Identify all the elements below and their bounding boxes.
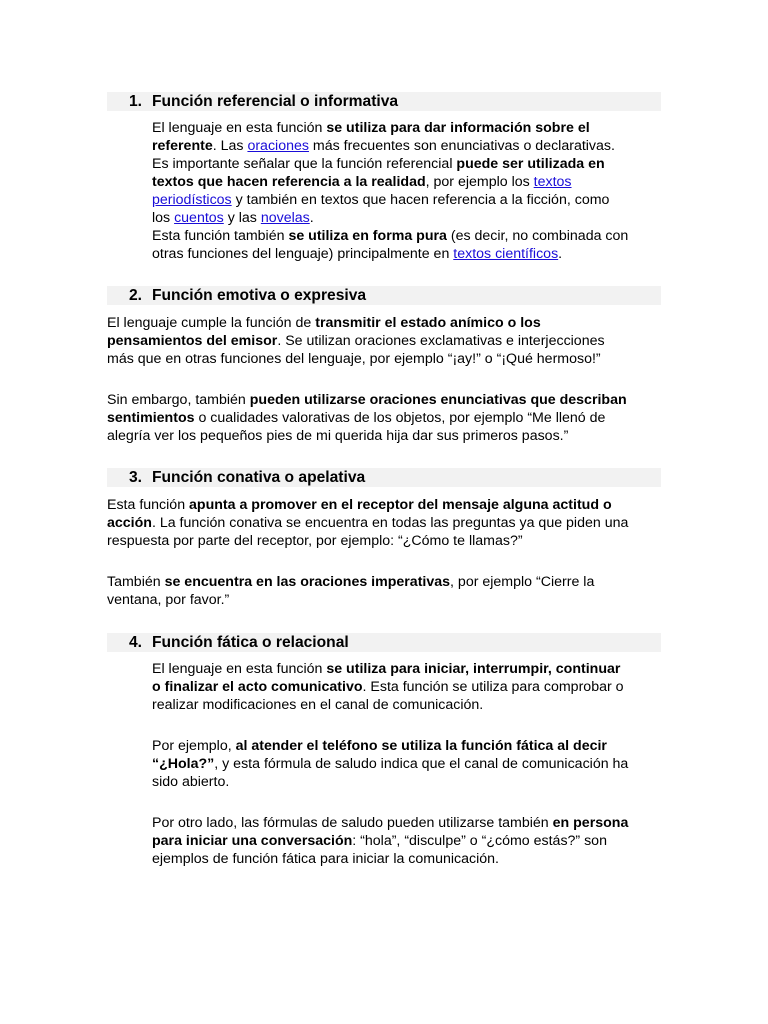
section-number: 4.	[129, 634, 143, 651]
text-line	[107, 409, 605, 427]
text-span: . Las	[212, 138, 248, 154]
text-line	[107, 350, 601, 368]
text-span: (es decir, no combinada con	[446, 228, 629, 244]
text-line	[107, 496, 612, 514]
text-span: Por ejemplo,	[152, 738, 236, 754]
text-line	[152, 209, 314, 227]
bold-span: al atender el teléfono se utiliza la función fática al decir	[235, 738, 607, 754]
text-span: alegría ver los pequeños pies de mi querida hija dar sus primeros pasos.”	[107, 428, 569, 444]
section-2-heading	[107, 286, 661, 305]
link-oraciones[interactable]: oraciones	[247, 138, 309, 154]
text-line	[152, 173, 572, 191]
bold-span: pueden utilizarse oraciones enunciativas que describan	[249, 392, 627, 408]
bold-span: acción	[107, 515, 152, 531]
text-line	[107, 427, 568, 445]
section-title: Función emotiva o expresiva	[152, 287, 367, 304]
section-title: Función referencial o informativa	[152, 93, 399, 110]
text-span: .	[558, 246, 563, 262]
bold-span: pensamientos del emisor	[107, 333, 278, 349]
link-novelas[interactable]: novelas	[260, 210, 310, 226]
text-line	[152, 660, 620, 678]
text-line	[107, 314, 541, 332]
text-span: Es importante señalar que la función referencial	[152, 156, 457, 172]
bold-span: se utiliza para iniciar, interrumpir, continuar	[326, 661, 621, 677]
text-line	[107, 532, 523, 550]
text-span: y las	[223, 210, 261, 226]
text-span: y también en textos que hacen referencia a la ficción, como	[231, 192, 610, 208]
text-span: , por ejemplo los	[425, 174, 534, 190]
text-line	[152, 227, 628, 245]
text-line	[152, 814, 628, 832]
link-textos-periodisticos[interactable]: textos	[533, 174, 572, 190]
text-span: . Se utilizan oraciones exclamativas e interjecciones	[277, 333, 605, 349]
text-line	[152, 155, 605, 173]
text-line	[152, 678, 624, 696]
text-line	[152, 737, 607, 755]
text-span: sido abierto.	[152, 774, 230, 790]
text-span: . La función conativa se encuentra en todas las preguntas ya que piden una	[151, 515, 629, 531]
text-line	[152, 832, 607, 850]
text-span: o cualidades valorativas de los objetos, por ejemplo “Me llenó de	[194, 410, 606, 426]
text-span: otras funciones del lenguaje) principalmente en	[152, 246, 454, 262]
text-line	[152, 137, 615, 155]
bold-span: “¿Hola?”	[152, 756, 215, 772]
text-span: El lenguaje en esta función	[152, 661, 327, 677]
text-line	[152, 191, 609, 209]
text-span: Esta función también	[152, 228, 289, 244]
text-span: El lenguaje cumple la función de	[107, 315, 316, 331]
text-line	[152, 850, 499, 868]
bold-span: o finalizar el acto comunicativo	[152, 679, 363, 695]
text-span: El lenguaje en esta función	[152, 120, 327, 136]
text-span: . Esta función se utiliza para comprobar o	[362, 679, 624, 695]
link-textos-periodisticos[interactable]: periodísticos	[152, 192, 232, 208]
text-span: .	[309, 210, 314, 226]
text-span: ventana, por favor.”	[107, 592, 230, 608]
section-number: 3.	[129, 469, 143, 486]
text-line	[152, 773, 229, 791]
section-number: 1.	[129, 93, 143, 110]
section-4-heading	[107, 633, 661, 652]
text-span: más que en otras funciones del lenguaje, por ejemplo “¡ay!” o “¡Qué hermoso!”	[107, 351, 601, 367]
bold-span: referente	[152, 138, 213, 154]
text-line	[107, 332, 605, 350]
text-span: Sin embargo, también	[107, 392, 250, 408]
text-line	[152, 245, 562, 263]
bold-span: para iniciar una conversación	[152, 833, 353, 849]
text-span: los	[152, 210, 175, 226]
text-line	[107, 591, 229, 609]
link-textos-cientificos[interactable]: textos científicos	[453, 246, 559, 262]
bold-span: en persona	[552, 815, 629, 831]
text-line	[107, 573, 594, 591]
section-1-heading	[107, 92, 661, 111]
text-span: También	[107, 574, 165, 590]
section-title: Función conativa o apelativa	[152, 469, 366, 486]
section-title: Función fática o relacional	[152, 634, 349, 651]
text-line	[152, 755, 628, 773]
link-cuentos[interactable]: cuentos	[174, 210, 224, 226]
text-span: , y esta fórmula de saludo indica que el canal de comunicación ha	[214, 756, 629, 772]
text-span: realizar modificaciones en el canal de comunicación.	[152, 697, 484, 713]
text-span: : “hola”, “disculpe” o “¿cómo estás?” son	[352, 833, 607, 849]
bold-span: sentimientos	[107, 410, 195, 426]
bold-span: se utiliza en forma pura	[288, 228, 447, 244]
section-3-heading	[107, 468, 661, 487]
text-span: Por otro lado, las fórmulas de saludo pueden utilizarse también	[152, 815, 553, 831]
text-line	[107, 391, 627, 409]
text-span: respuesta por parte del receptor, por ejemplo: “¿Cómo te llamas?”	[107, 533, 523, 549]
text-line	[107, 514, 628, 532]
text-span: ejemplos de función fática para iniciar la comunicación.	[152, 851, 499, 867]
text-line	[152, 119, 590, 137]
section-number: 2.	[129, 287, 143, 304]
bold-span: textos que hacen referencia a la realidad	[152, 174, 426, 190]
bold-span: apunta a promover en el receptor del mensaje alguna actitud o	[189, 497, 612, 513]
text-line	[152, 696, 483, 714]
bold-span: puede ser utilizada en	[456, 156, 605, 172]
bold-span: se utiliza para dar información sobre el	[326, 120, 590, 136]
bold-span: transmitir el estado anímico o los	[315, 315, 541, 331]
bold-span: se encuentra en las oraciones imperativas	[164, 574, 451, 590]
text-span: , por ejemplo “Cierre la	[450, 574, 595, 590]
text-span: Esta función	[107, 497, 190, 513]
text-span: más frecuentes son enunciativas o declarativas.	[308, 138, 615, 154]
